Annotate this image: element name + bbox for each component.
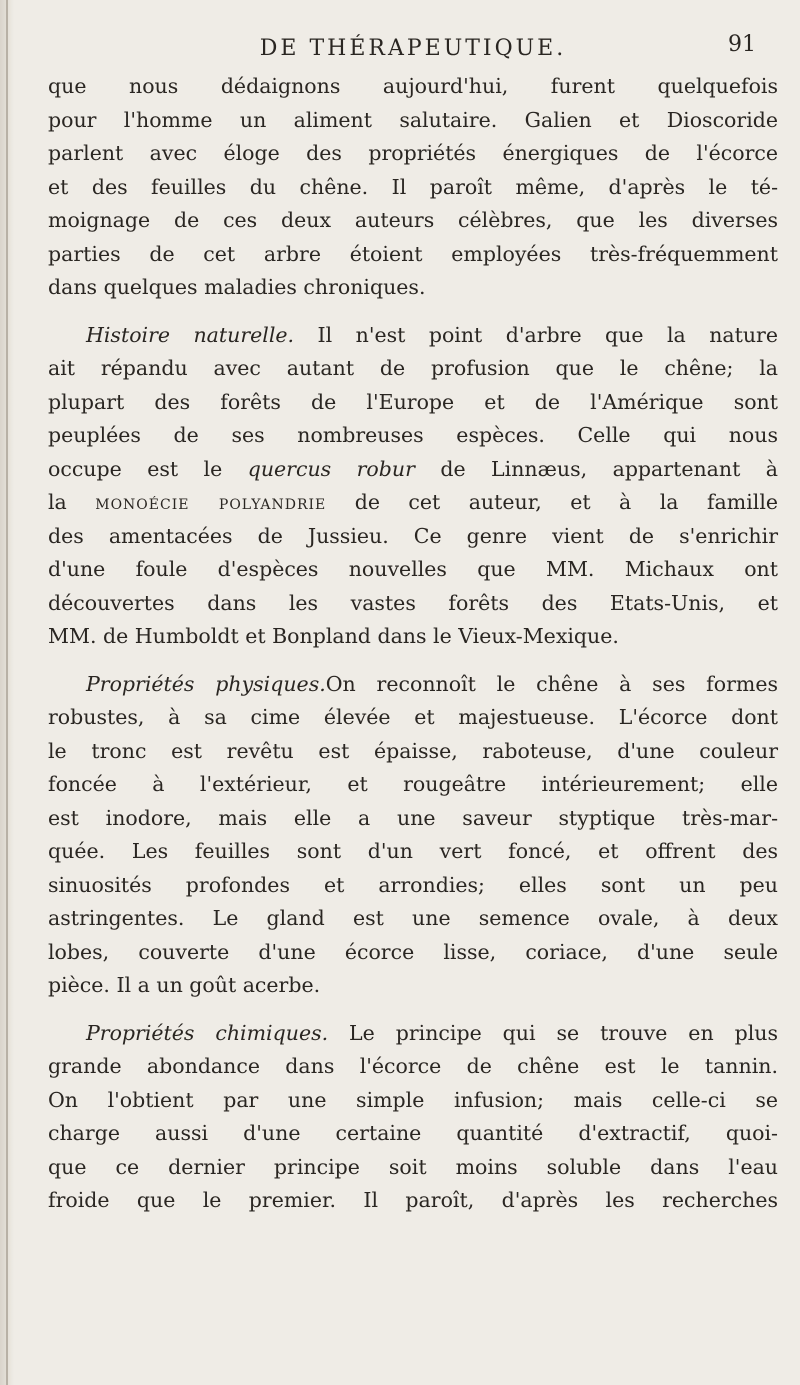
section-label-natural-history: Histoire naturelle.	[86, 322, 295, 347]
text-line: des amentacées de Jussieu. Ce genre vient de s'enrichir	[48, 523, 778, 548]
running-head	[48, 0, 778, 70]
text-line: grande abondance dans l'écorce de chêne est le tannin.	[48, 1054, 778, 1078]
text-line: foncée à l'extérieur, et rougeâtre intérieurement; elle	[48, 772, 778, 796]
text-line: et des feuilles du chêne. Il paroît même, d'après le té-	[48, 174, 778, 199]
paragraph-natural-history	[48, 319, 778, 654]
text-line: sinuosités profondes et arrondies; elles sont un peu	[48, 872, 778, 897]
paragraph-physical-properties	[48, 668, 778, 1003]
text-line: quée. Les feuilles sont d'un vert foncé, et offrent des	[48, 839, 778, 863]
text-line: que nous dédaignons aujourd'hui, furent quelquefois	[48, 74, 778, 98]
text-run: la	[48, 490, 96, 514]
section-label-chemical-properties: Propriétés chimiques.	[86, 1020, 329, 1045]
linnaean-class: monoécie polyandrie	[95, 490, 327, 514]
text-line: parties de cet arbre étoient employées très-fréquemment	[48, 241, 778, 266]
paragraph-chemical-properties	[48, 1017, 778, 1218]
text-line: découvertes dans les vastes forêts des Etats-Unis, et	[48, 590, 778, 615]
text-line: parlent avec éloge des propriétés énergiques de l'écorce	[48, 141, 778, 165]
text-line	[48, 486, 778, 520]
paragraph-intro	[48, 70, 778, 305]
text-line: que ce dernier principe soit moins soluble dans l'eau	[48, 1154, 778, 1179]
text-line: d'une foule d'espèces nouvelles que MM. Michaux ont	[48, 557, 778, 581]
text-line: astringentes. Le gland est une semence ovale, à deux	[48, 906, 778, 930]
text-run: On reconnoît le chêne à ses formes	[325, 671, 778, 696]
running-title: DE THÉRAPEUTIQUE.	[259, 36, 567, 61]
section-label-physical-properties: Propriétés physiques.	[86, 671, 326, 696]
text-run: Il n'est point d'arbre que la nature	[294, 322, 778, 347]
text-run: occupe est le	[48, 456, 248, 481]
text-line: le tronc est revêtu est épaisse, raboteuse, d'une couleur	[48, 738, 778, 763]
text-line: plupart des forêts de l'Europe et de l'Amérique sont	[48, 389, 778, 414]
text-line: charge aussi d'une certaine quantité d'extractif, quoi-	[48, 1121, 778, 1145]
binding-edge	[6, 0, 8, 1385]
text-line: lobes, couverte d'une écorce lisse, coriace, d'une seule	[48, 939, 778, 964]
text-line: dans quelques maladies chroniques.	[48, 275, 426, 299]
text-line: peuplées de ses nombreuses espèces. Celle qui nous	[48, 423, 778, 447]
page-number: 91	[728, 32, 756, 57]
text-run: Le principe qui se trouve en plus	[328, 1020, 778, 1045]
text-line: moignage de ces deux auteurs célèbres, que les diverses	[48, 208, 778, 232]
text-line: pour l'homme un aliment salutaire. Galien et Dioscoride	[48, 107, 778, 132]
book-page	[48, 0, 778, 1232]
text-line: est inodore, mais elle a une saveur styptique très-mar-	[48, 805, 778, 830]
text-line: pièce. Il a un goût acerbe.	[48, 973, 321, 997]
text-run: de Linnæus, appartenant à	[414, 456, 778, 481]
latin-species-name: quercus robur	[247, 456, 415, 481]
text-line: ait répandu avec autant de profusion que le chêne; la	[48, 356, 778, 380]
text-line: On l'obtient par une simple infusion; mais celle-ci se	[48, 1087, 778, 1112]
text-line: MM. de Humboldt et Bonpland dans le Vieux-Mexique.	[48, 624, 619, 648]
text-line	[48, 1017, 778, 1051]
text-line	[48, 319, 778, 353]
text-line	[48, 668, 778, 702]
text-line: froide que le premier. Il paroît, d'après les recherches	[48, 1188, 778, 1212]
text-run: de cet auteur, et à la famille	[326, 490, 779, 514]
text-line: robustes, à sa cime élevée et majestueuse. L'écorce dont	[48, 705, 778, 729]
text-line	[48, 453, 778, 487]
